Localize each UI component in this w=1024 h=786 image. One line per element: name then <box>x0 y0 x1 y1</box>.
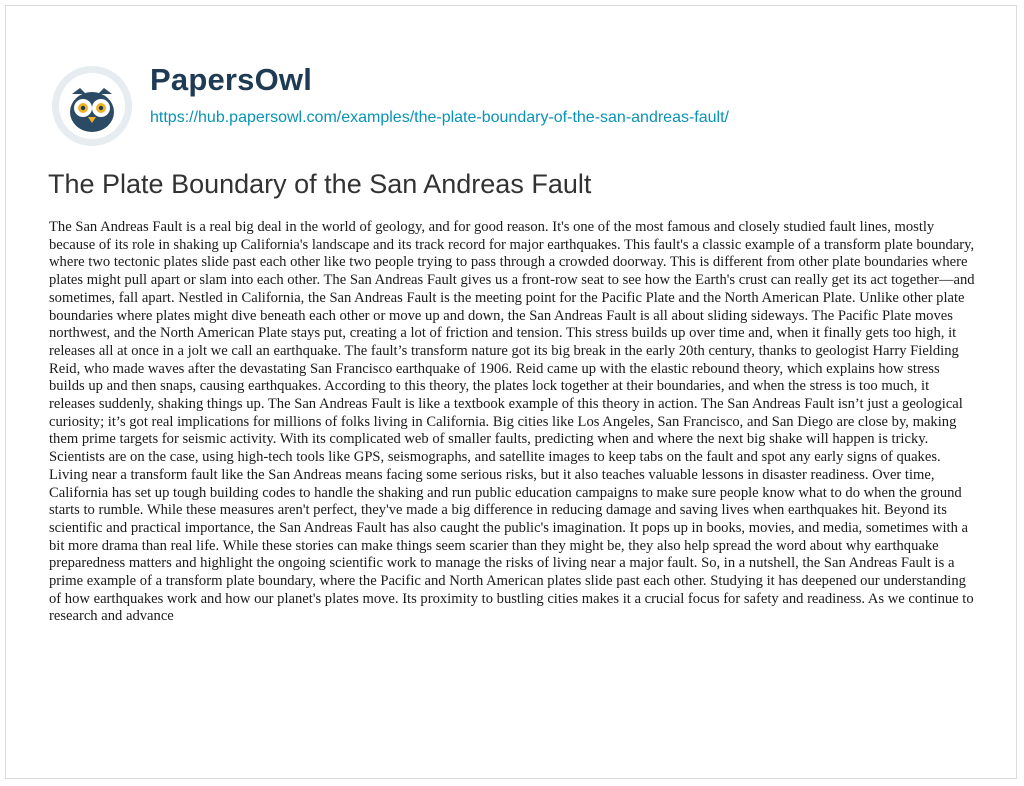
owl-logo-icon <box>50 64 134 148</box>
header <box>50 62 950 142</box>
brand <box>150 62 729 128</box>
document-body: The San Andreas Fault is a real big deal in the world of geology, and for good reason. It's one of the most famous and closely studied fault lines, mostly because of its role in shaking up California's landscape and its track record for major earthquakes. This fault's a classic example of a transform plate boundary, where two tectonic plates slide past each other like two people trying to pass through a crowded doorway. This is different from other plate boundaries where plates might pull apart or slam into each other. The San Andreas Fault gives us a front-row seat to see how the Earth's crust can really get its act together—and sometimes, fall apart. Nestled in California, the San Andreas Fault is the meeting point for the Pacific Plate and the North American Plate. Unlike other plate boundaries where plates might dive beneath each other or move up and down, the San Andreas Fault is all about sliding sideways. The Pacific Plate moves northwest, and the North American Plate stays put, creating a lot of friction and tension. This stress builds up over time and, when it finally gets too high, it releases all at once in a jolt we call an earthquake. The fault’s transform nature got its big break in the early 20th century, thanks to geologist Harry Fielding Reid, who made waves after the devastating San Francisco earthquake of 1906. Reid came up with the elastic rebound theory, which explains how stress builds up and then snaps, causing earthquakes. According to this theory, the plates lock together at their boundaries, and when the stress is too much, it releases suddenly, shaking things up. The San Andreas Fault is like a textbook example of this theory in action. The San Andreas Fault isn’t just a geological curiosity; it’s got real implications for millions of folks living in California. Big cities like Los Angeles, San Francisco, and San Diego are close by, making them prime targets for seismic activity. With its complicated web of smaller faults, predicting when and where the next big shake will happen is tricky. Scientists are on the case, using high-tech tools like GPS, seismographs, and satellite images to keep tabs on the fault and spot any early signs of quakes. Living near a transform fault like the San Andreas means facing some serious risks, but it also teaches valuable lessons in disaster readiness. Over time, California has set up tough building codes to handle the shaking and run public education campaigns to make sure people know what to do when the ground starts to rumble. While these measures aren't perfect, they've made a big difference in reducing damage and saving lives when earthquakes hit. Beyond its scientific and practical importance, the San Andreas Fault has also caught the public's imagination. It pops up in books, movies, and media, sometimes with a bit more drama than real life. While these stories can make things seem scarier than they might be, they also help spread the word about why earthquake preparedness matters and highlight the ongoing scientific work to manage the risks of living near a major fault. So, in a nutshell, the San Andreas Fault is a prime example of a transform plate boundary, where the Pacific and North American plates slide past each other. Studying it has deepened our understanding of how earthquakes work and how our planet's plates move. Its proximity to bustling cities makes it a crucial focus for safety and readiness. As we continue to research and advance <box>49 219 975 625</box>
source-url[interactable]: https://hub.papersowl.com/examples/the-plate-boundary-of-the-san-andreas-fault/ <box>150 109 729 126</box>
document-title: The Plate Boundary of the San Andreas Fault <box>48 169 592 199</box>
brand-name: PapersOwl <box>150 62 313 97</box>
